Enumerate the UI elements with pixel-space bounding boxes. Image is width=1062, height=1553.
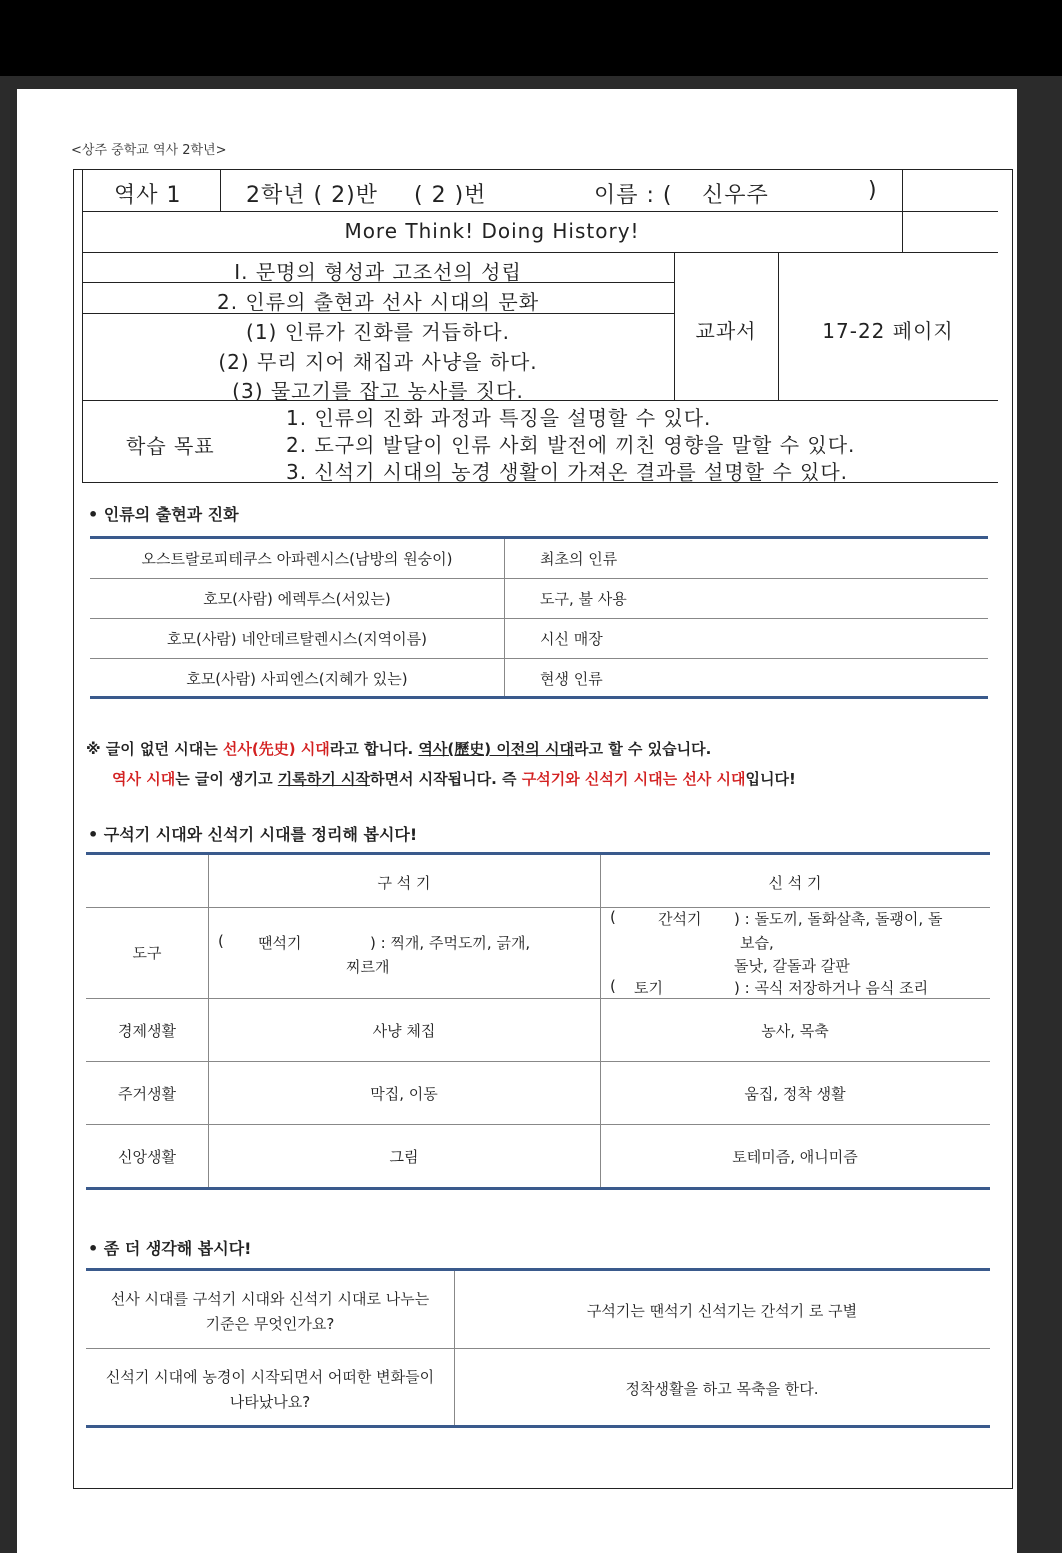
header-divider — [220, 170, 221, 211]
housing-neolithic: 움집, 정착 생활 — [744, 1085, 846, 1103]
column-divider — [454, 1271, 455, 1425]
header-line — [82, 252, 998, 253]
worksheet-page — [17, 89, 1017, 1553]
neolithic-tool-list: ) : 돌도끼, 돌화살촉, 돌괭이, 돌 — [734, 910, 943, 928]
chapter-title: Ⅰ. 문명의 형성과 고조선의 성립 — [234, 260, 522, 284]
row-line — [86, 1124, 990, 1125]
housing-label: 주거생활 — [118, 1085, 176, 1103]
belief-paleolithic: 그림 — [389, 1148, 419, 1166]
pottery-use: ) : 곡식 저장하거나 음식 조리 — [734, 979, 929, 997]
paleolithic-tool-answer[interactable]: 땐석기 — [258, 934, 302, 952]
goal-3: 3. 신석기 시대의 농경 생활이 가져온 결과를 설명할 수 있다. — [286, 460, 849, 484]
neolithic-tool-answer[interactable]: 간석기 — [658, 910, 702, 928]
name-close: ) — [868, 178, 878, 203]
species-4: 호모(사람) 사피엔스(지혜가 있는) — [186, 670, 408, 688]
question-2-line-1: 신석기 시대에 농경이 시작되면서 어떠한 변화들이 — [105, 1368, 435, 1386]
textbook-pages: 17-22 페이지 — [822, 319, 954, 343]
neolithic-tool-open: ( — [610, 908, 616, 926]
answer-2[interactable]: 정착생활을 하고 목축을 한다. — [625, 1380, 819, 1398]
paleolithic-tool-open: ( — [218, 932, 224, 950]
table-top-rule — [86, 1268, 990, 1271]
table-top-rule — [86, 852, 990, 855]
worksheet-frame — [73, 169, 1013, 1489]
textbook-label: 교과서 — [695, 319, 757, 343]
goal-2: 2. 도구의 발달이 인류 사회 발전에 끼친 영향을 말할 수 있다. — [286, 433, 856, 457]
species-1: 오스트랄로피테쿠스 아파렌시스(남방의 원숭이) — [141, 550, 453, 568]
table-bottom-rule — [86, 1187, 990, 1190]
neolithic-header: 신 석 기 — [768, 874, 822, 892]
header-divider — [902, 170, 903, 252]
economy-paleolithic: 사냥 체집 — [372, 1022, 436, 1040]
section-compare-title: • 구석기 시대와 신석기 시대를 정리해 봅시다! — [88, 825, 418, 844]
student-number: ( 2 )번 — [414, 183, 487, 208]
topic-2: (2) 무리 지어 채집과 사냥을 하다. — [218, 350, 538, 374]
section-think-title: • 좀 더 생각해 봅시다! — [88, 1239, 252, 1258]
notice-line-1: ※ 글이 없던 시대는 선사(先史) 시대라고 합니다. 역사(歷史) 이전의 시대라고 할 수 있습니다. — [86, 740, 712, 758]
banner-title: More Think! Doing History! — [344, 219, 640, 243]
species-3-desc: 시신 매장 — [540, 630, 603, 648]
table-bottom-rule — [86, 1425, 990, 1428]
notice-line-2: 역사 시대는 글이 생기고 기록하기 시작하면서 시작됩니다. 즉 구석기와 신석기 시대는 선사 시대입니다! — [112, 770, 796, 788]
paleolithic-tool-list: ) : 찍개, 주먹도끼, 긁개, — [370, 934, 531, 952]
row-line — [90, 578, 988, 579]
tool-label: 도구 — [132, 944, 162, 962]
column-divider — [504, 539, 505, 696]
belief-neolithic: 토테미즘, 애니미즘 — [732, 1148, 858, 1166]
belief-label: 신앙생활 — [118, 1148, 176, 1166]
species-1-desc: 최초의 인류 — [540, 550, 618, 568]
species-4-desc: 현생 인류 — [540, 670, 603, 688]
goals-label: 학습 목표 — [126, 434, 215, 458]
table-bottom-rule — [90, 696, 988, 699]
economy-neolithic: 농사, 목축 — [761, 1022, 829, 1040]
name-label: 이름 : ( — [594, 183, 673, 208]
school-caption: <상주 중학교 역사 2학년> — [71, 143, 227, 158]
row-line — [86, 1061, 990, 1062]
species-2-desc: 도구, 불 사용 — [540, 590, 627, 608]
answer-1[interactable]: 구석기는 땐석기 신석기는 간석기 로 구별 — [586, 1302, 858, 1320]
neolithic-tool-list-3: 돌낫, 갈돌과 갈판 — [734, 957, 850, 975]
top-black-bar — [0, 0, 1062, 76]
header-line — [82, 211, 998, 212]
question-2-line-2: 나타났나요? — [229, 1393, 311, 1411]
topic-3: (3) 물고기를 잡고 농사를 짓다. — [232, 379, 524, 403]
topic-1: (1) 인류가 진화를 거듭하다. — [246, 320, 510, 344]
pottery-open: ( — [610, 977, 616, 995]
section-title: 2. 인류의 출현과 선사 시대의 문화 — [216, 290, 540, 314]
section-evolution-title: • 인류의 출현과 진화 — [88, 505, 239, 524]
student-name[interactable]: 신우주 — [702, 183, 769, 208]
paleolithic-header: 구 석 기 — [377, 874, 431, 892]
row-line — [86, 998, 990, 999]
neolithic-tool-list-2: 보습, — [740, 934, 774, 952]
paleolithic-tool-list-2: 찌르개 — [346, 958, 390, 976]
table-top-rule — [90, 536, 988, 539]
economy-label: 경제생활 — [118, 1022, 176, 1040]
species-3: 호모(사람) 네안데르탈렌시스(지역이름) — [166, 630, 428, 648]
grade-class: 2학년 ( 2)반 — [246, 183, 378, 208]
row-line — [90, 658, 988, 659]
pottery-answer[interactable]: 토기 — [634, 979, 663, 997]
housing-paleolithic: 막집, 이동 — [370, 1085, 438, 1103]
row-line — [90, 618, 988, 619]
subject-label: 역사 1 — [114, 183, 182, 208]
species-2: 호모(사람) 에렉투스(서있는) — [203, 590, 391, 608]
row-line — [86, 1348, 990, 1349]
goal-1: 1. 인류의 진화 과정과 특징을 설명할 수 있다. — [286, 406, 712, 430]
question-1-line-2: 기준은 무엇인가요? — [205, 1315, 335, 1333]
question-1-line-1: 선사 시대를 구석기 시대와 신석기 시대로 나누는 — [110, 1290, 430, 1308]
